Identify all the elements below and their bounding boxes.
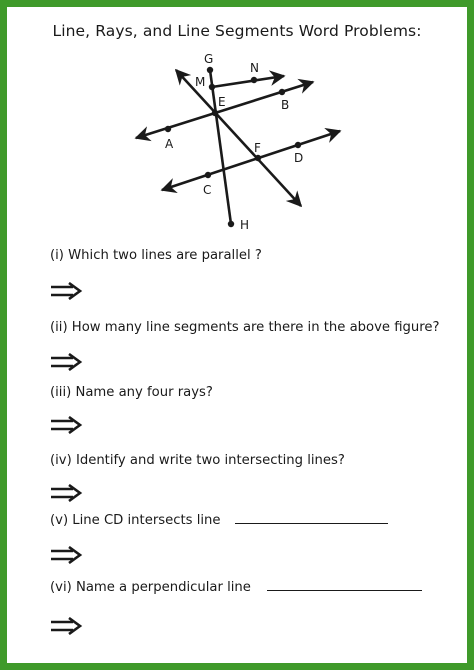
answer-arrow-icon [49, 282, 83, 300]
label-g: G [204, 52, 214, 66]
question-4: (iv) Identify and write two intersecting lines? [50, 453, 345, 468]
label-h: H [240, 218, 250, 232]
worksheet-title: Line, Rays, and Line Segments Word Problems: [52, 22, 422, 40]
point-h [228, 221, 234, 227]
point-f [255, 155, 261, 161]
label-c: C [203, 183, 212, 197]
answer-arrow-icon [49, 353, 83, 371]
answer-blank[interactable] [235, 523, 388, 524]
point-c [205, 172, 211, 178]
ray-mn [212, 76, 284, 87]
answer-arrow-icon [49, 617, 83, 635]
answer-arrow-icon [49, 484, 83, 502]
geometry-figure [120, 48, 360, 238]
segment-gh [210, 70, 231, 224]
point-e [212, 110, 218, 116]
answer-arrow-icon [49, 546, 83, 564]
point-b [279, 89, 285, 95]
question-5-text: (v) Line CD intersects line [50, 513, 221, 528]
answer-blank[interactable] [267, 590, 422, 591]
point-n [251, 77, 257, 83]
question-2: (ii) How many line segments are there in the above figure? [50, 320, 440, 335]
line-cd [162, 131, 340, 190]
point-a [165, 126, 171, 132]
label-d: D [294, 151, 304, 165]
question-6-text: (vi) Name a perpendicular line [50, 580, 251, 595]
label-a: A [165, 137, 174, 151]
label-e: E [218, 95, 226, 109]
label-m: M [195, 75, 206, 89]
label-n: N [250, 61, 259, 75]
point-g [207, 67, 213, 73]
label-b: B [281, 98, 290, 112]
question-5 [50, 513, 388, 528]
question-3: (iii) Name any four rays? [50, 385, 213, 400]
answer-arrow-icon [49, 416, 83, 434]
point-d [295, 142, 301, 148]
label-f: F [254, 141, 261, 155]
point-m [209, 84, 215, 90]
question-1: (i) Which two lines are parallel ? [50, 248, 262, 263]
question-6 [50, 580, 422, 595]
